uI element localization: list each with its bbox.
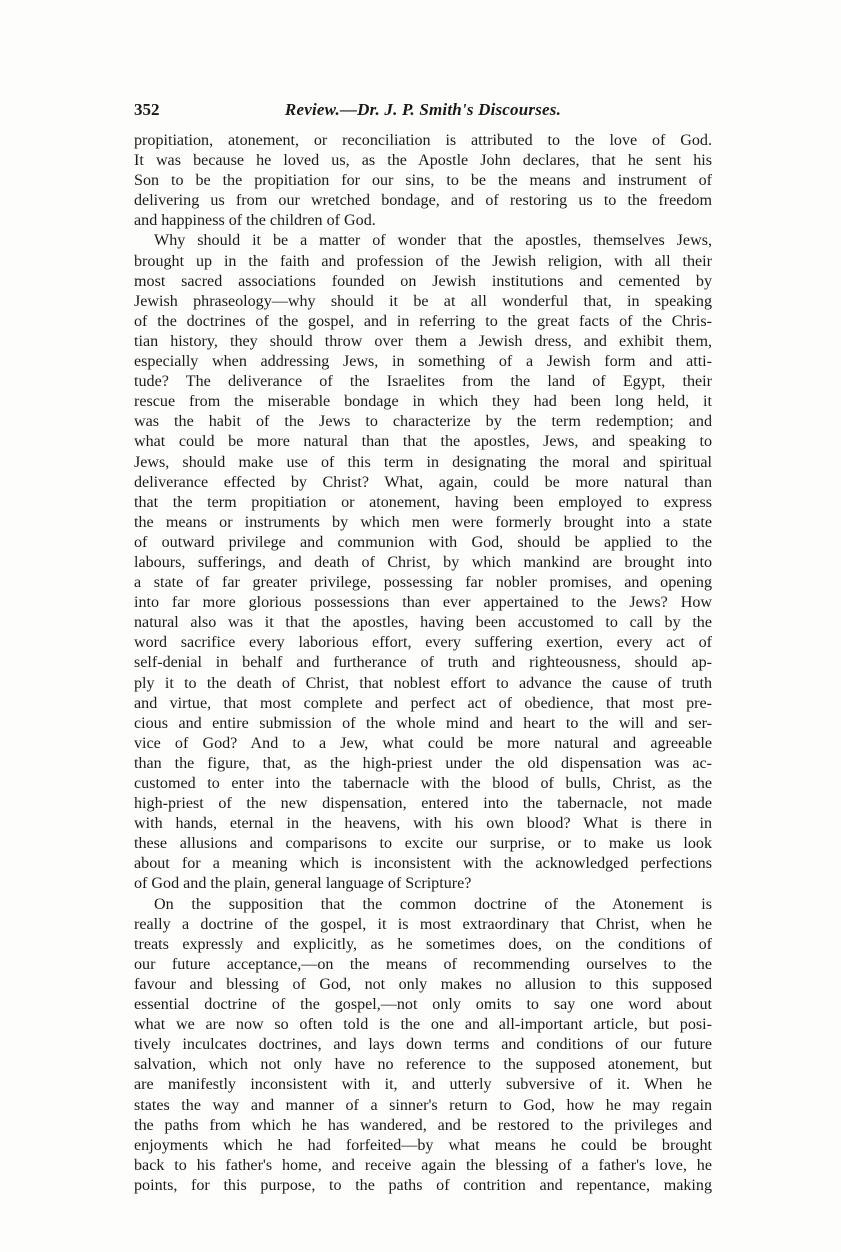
text-line: of the doctrines of the gospel, and in referring to the great facts of the Chris- [134, 312, 712, 330]
text-line: especially when addressing Jews, in something of a Jewish form and atti- [134, 353, 712, 371]
running-title: Review.—Dr. J. P. Smith's Discourses. [284, 100, 562, 119]
text-line: with hands, eternal in the heavens, with his own blood? What is there in [134, 815, 712, 833]
text-line: rescue from the miserable bondage in which they had been long held, it [134, 393, 712, 411]
text-line: tude? The deliverance of the Israelites from the land of Egypt, their [134, 373, 712, 391]
text-line: vice of God? And to a Jew, what could be more natural and agreeable [134, 734, 712, 752]
text-line: On the supposition that the common doctrine of the Atonement is [154, 895, 712, 913]
text-line: deliverance effected by Christ? What, again, could be more natural than [134, 473, 712, 491]
text-line: cious and entire submission of the whole mind and heart to the will and ser- [134, 714, 712, 732]
text-line: states the way and manner of a sinner's return to God, how he may regain [134, 1096, 712, 1114]
text-line: most sacred associations founded on Jewish institutions and cemented by [134, 272, 712, 290]
body-text [134, 131, 712, 1196]
text-line: It was because he loved us, as the Apostle John declares, that he sent his [134, 152, 712, 170]
text-line: delivering us from our wretched bondage, and of restoring us to the freedom [134, 192, 712, 210]
text-line: the paths from which he has wandered, and be restored to the privileges and [134, 1116, 712, 1134]
running-head [134, 100, 712, 124]
text-line: Why should it be a matter of wonder that the apostles, themselves Jews, [154, 232, 712, 250]
text-line: ply it to the death of Christ, that noblest effort to advance the cause of truth [134, 674, 712, 692]
text-line: tively inculcates doctrines, and lays down terms and conditions of our future [134, 1036, 712, 1054]
text-line: than the figure, that, as the high-priest under the old dispensation was ac- [134, 754, 712, 772]
text-line: customed to enter into the tabernacle with the blood of bulls, Christ, as the [134, 775, 712, 792]
text-line: really a doctrine of the gospel, it is most extraordinary that Christ, when he [134, 915, 712, 933]
text-line: that the term propitiation or atonement, having been employed to express [134, 493, 712, 511]
text-line: what could be more natural than that the apostles, Jews, and speaking to [134, 433, 712, 451]
text-line: of outward privilege and communion with God, should be applied to the [134, 533, 712, 551]
text-line: favour and blessing of God, not only makes no allusion to this supposed [134, 975, 712, 993]
text-line: enjoyments which he had forfeited—by what means he could be brought [134, 1136, 712, 1154]
text-line: a state of far greater privilege, possessing far nobler promises, and opening [134, 574, 712, 592]
text-line: points, for this purpose, to the paths of contrition and repentance, making [134, 1176, 712, 1194]
text-line: high-priest of the new dispensation, entered into the tabernacle, not made [134, 795, 712, 813]
text-line: salvation, which not only have no reference to the supposed atonement, but [134, 1056, 712, 1074]
text-line: natural also was it that the apostles, having been accustomed to call by the [134, 614, 712, 632]
text-line: treats expressly and explicitly, as he sometimes does, on the conditions of [134, 935, 712, 953]
text-line: self-denial in behalf and furtherance of truth and righteousness, should ap- [134, 654, 712, 672]
page-number: 352 [134, 100, 160, 119]
text-line: the means or instruments by which men were formerly brought into a state [134, 513, 712, 531]
text-line: and virtue, that most complete and perfect act of obedience, that most pre- [134, 694, 712, 712]
text-line: these allusions and comparisons to excite our surprise, or to make us look [134, 835, 712, 853]
text-line: propitiation, atonement, or reconciliation is attributed to the love of God. [134, 132, 712, 149]
text-line: Son to be the propitiation for our sins, to be the means and instrument of [134, 172, 712, 190]
text-line: what we are now so often told is the one and all-important article, but posi- [134, 1016, 712, 1034]
text-line: Jewish phraseology—why should it be at all wonderful that, in speaking [134, 292, 712, 310]
text-line: and happiness of the children of God. [134, 212, 376, 230]
text-line: tian history, they should throw over them a Jewish dress, and exhibit them, [134, 332, 712, 350]
text-line: was the habit of the Jews to characterize by the term redemption; and [134, 413, 712, 431]
text-line: are manifestly inconsistent with it, and utterly subversive of it. When he [134, 1076, 712, 1094]
text-line: of God and the plain, general language of Scripture? [134, 875, 472, 893]
text-line: into far more glorious possessions than ever appertained to the Jews? How [134, 594, 712, 612]
text-line: word sacrifice every laborious effort, every suffering exertion, every act of [134, 634, 712, 652]
text-line: about for a meaning which is inconsistent with the acknowledged perfections [134, 855, 712, 873]
text-line: brought up in the faith and profession of the Jewish religion, with all their [134, 252, 712, 270]
text-line: essential doctrine of the gospel,—not only omits to say one word about [134, 996, 712, 1014]
text-line: labours, sufferings, and death of Christ, by which mankind are brought into [134, 553, 712, 571]
text-line: back to his father's home, and receive again the blessing of a father's love, he [134, 1156, 712, 1174]
text-line: our future acceptance,—on the means of recommending ourselves to the [134, 955, 712, 973]
text-line: Jews, should make use of this term in designating the moral and spiritual [134, 453, 712, 471]
